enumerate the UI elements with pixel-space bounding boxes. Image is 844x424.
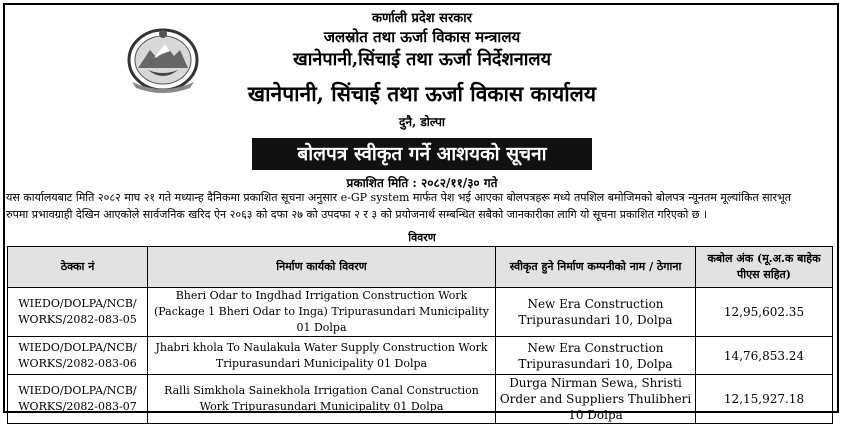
ministry-name: जलस्रोत तथा ऊर्जा विकास मन्त्रालय (323, 28, 521, 46)
header-description: निर्माण कार्यको विवरण (148, 247, 496, 288)
contract-no-cell: WIEDO/DOLPA/NCB/ WORKS/2082-083-07 (8, 375, 148, 424)
contract-no-cell: WIEDO/DOLPA/NCB/ WORKS/2082-083-06 (8, 337, 148, 375)
header-contract-no: ठेक्का नं (8, 247, 148, 288)
contract-no-cell: WIEDO/DOLPA/NCB/ WORKS/2082-083-05 (8, 288, 148, 337)
table-row (8, 288, 833, 337)
amount-cell: 14,76,853.24 (696, 337, 833, 375)
header-company: स्वीकृत हुने निर्माण कम्पनीको नाम / ठेगाना (496, 247, 696, 288)
header-amount: कबोल अंक (मू.अ.क बाहेक पीएस सहित) (696, 247, 833, 288)
company-cell: New Era Construction Tripurasundari 10, Dolpa (496, 337, 696, 375)
notice-paragraph (6, 189, 838, 223)
description-cell: Ralli Simkhola Sainekhola Irrigation Canal Construction Work Tripurasundari Municipality 01 Dolpa (148, 375, 496, 424)
paragraph-line: रुपमा प्रभावग्राही देखिन आएकोले सार्वजनिक खरिद ऐन २०६३ को दफा २७ को उपदफा २ र ३ को प्रयोजनार्थ सम्बन्धित सबैको जानकारीका लागि यो सूचना प्रकाशित गरिएको छ । (6, 208, 708, 221)
table-label: विवरण (408, 231, 436, 244)
company-cell: Durga Nirman Sewa, Shristi Order and Suppliers Thulibheri 10 Dolpa (496, 375, 696, 424)
directorate-name: खानेपानी,सिंचाई तथा ऊर्जा निर्देशनालय (292, 49, 552, 70)
office-name: खानेपानी, सिंचाई तथा ऊर्जा विकास कार्यालय (247, 81, 597, 106)
company-cell: New Era Construction Tripurasundari 10, Dolpa (496, 288, 696, 337)
description-cell: Bheri Odar to Ingdhad Irrigation Construction Work (Package 1 Bheri Odar to Inga) Tripurasundari Municipality 01 Dolpa (148, 288, 496, 337)
table-row (8, 375, 833, 424)
table-header-row (8, 247, 833, 288)
amount-cell: 12,15,927.18 (696, 375, 833, 424)
paragraph-line: यस कार्यालयबाट मिति २०८२ माघ २१ गते मध्यान्ह दैनिकमा प्रकाशित सूचना अनुसार e-GP system मार्फत पेश भई आएका बोलपत्रहरू मध्ये तपशिल बमोजिमको बोलपत्र न्यूनतम मूल्यांकित सारभूत (6, 191, 791, 204)
description-cell: Jhabri khola To Naulakula Water Supply Construction Work Tripurasundari Municipality 01 Dolpa (148, 337, 496, 375)
province-government: कर्णाली प्रदेश सरकार (372, 11, 472, 26)
notice-title-banner: बोलपत्र स्वीकृत गर्ने आशयको सूचना (252, 138, 592, 170)
contract-table (7, 246, 833, 424)
amount-cell: 12,95,602.35 (696, 288, 833, 337)
office-location: दुनै, डोल्पा (399, 115, 445, 129)
table-row (8, 337, 833, 375)
published-date: प्रकाशित मिति : २०८२/११/३० गते (346, 176, 498, 190)
